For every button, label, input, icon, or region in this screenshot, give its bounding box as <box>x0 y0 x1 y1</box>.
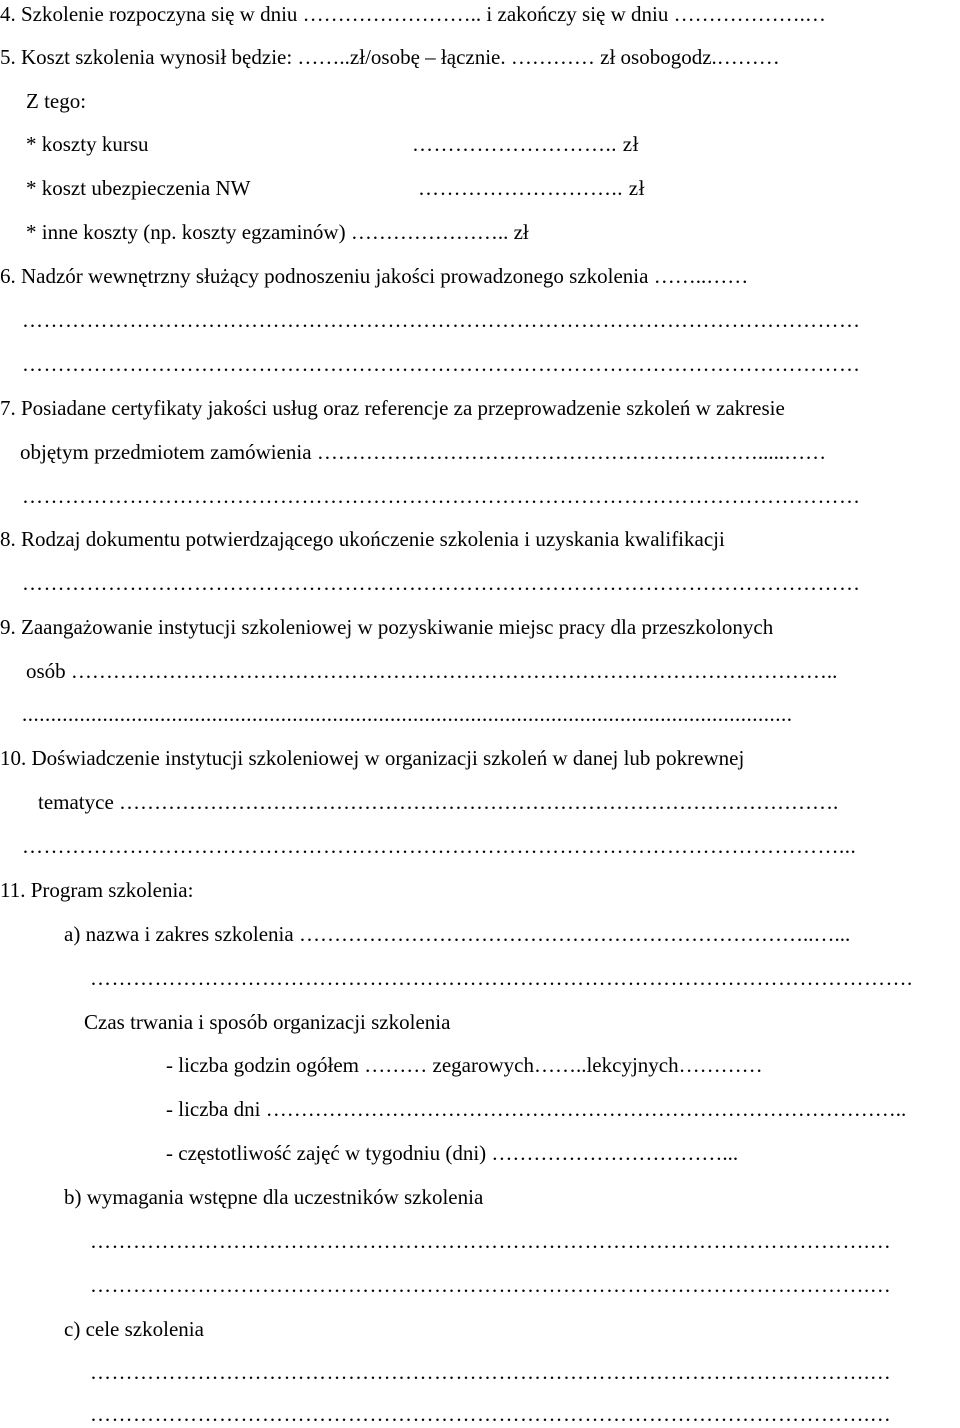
item-9-continuation: osób ……………………………………………………………………………………………….. <box>26 659 838 683</box>
days-line: - liczba dni ……………………………………………………………………………….. <box>166 1097 907 1121</box>
requirements-heading: b) wymagania wstępne dla uczestników szkolenia <box>64 1185 484 1209</box>
item-10-experience: 10. Doświadczenie instytucji szkoleniowej w organizacji szkoleń w danej lub pokrewnej <box>0 746 745 770</box>
item-9-engagement: 9. Zaangażowanie instytucji szkoleniowej w pozyskiwanie miejsc pracy dla przeszkolonych <box>0 615 774 639</box>
dotted-field[interactable]: ……………………………………………………………………………………………………… <box>22 571 861 595</box>
cost-breakdown-label: Z tego: <box>26 89 87 113</box>
course-cost-field[interactable]: ……………………….. zł <box>412 132 639 156</box>
item-11-program: 11. Program szkolenia: <box>0 878 194 902</box>
course-cost-label: * koszty kursu <box>26 132 149 156</box>
item-8-document-type: 8. Rodzaj dokumentu potwierdzającego ukończenie szkolenia i uzyskania kwalifikacji <box>0 527 725 551</box>
dotted-field[interactable]: ……………………………………………………………………………………………….… <box>90 1229 892 1253</box>
item-7-continuation: objętym przedmiotem zamówienia ……………………………………………………….....…… <box>20 440 827 464</box>
item-7-certificates: 7. Posiadane certyfikaty jakości usług oraz referencje za przeprowadzenie szkoleń w zakresie <box>0 396 785 420</box>
program-name-line: a) nazwa i zakres szkolenia ………………………………………………………………..…... <box>64 922 851 946</box>
frequency-line: - częstotliwość zajęć w tygodniu (dni) ……………………………... <box>166 1141 739 1165</box>
dotted-field[interactable]: ...................................................................................................................................... <box>22 702 793 726</box>
dotted-field[interactable]: ……………………………………………………………………………………………….… <box>90 1273 892 1297</box>
insurance-cost-label: * koszt ubezpieczenia NW <box>26 176 251 200</box>
item-6-supervision: 6. Nadzór wewnętrzny służący podnoszeniu jakości prowadzonego szkolenia ……..…… <box>0 264 749 288</box>
item-10-continuation: tematyce …………………………………………………………………………………………. <box>38 790 839 814</box>
item-4-dates: 4. Szkolenie rozpoczyna się w dniu …………………….. i zakończy się w dniu ……………….… <box>0 2 826 26</box>
goals-heading: c) cele szkolenia <box>64 1317 204 1341</box>
dotted-field[interactable]: ……………………………………………………………………………………………………… <box>22 308 861 332</box>
item-5-cost: 5. Koszt szkolenia wynosił będzie: ……..zł/osobę – łącznie. ………… zł osobogodz.……… <box>0 45 786 69</box>
hours-line: - liczba godzin ogółem ……… zegarowych……..lekcyjnych………… <box>166 1053 763 1077</box>
dotted-field[interactable]: ……………………………………………………………………………………………………. <box>90 966 913 990</box>
insurance-cost-field[interactable]: ……………………….. zł <box>418 176 645 200</box>
dotted-field[interactable]: ……………………………………………………………………………………………………... <box>22 834 857 858</box>
duration-heading: Czas trwania i sposób organizacji szkolenia <box>84 1010 451 1034</box>
dotted-field[interactable]: ……………………………………………………………………………………………….… <box>90 1402 892 1426</box>
other-costs-line: * inne koszty (np. koszty egzaminów) ………………….. zł <box>26 220 529 244</box>
dotted-field[interactable]: ……………………………………………………………………………………………………… <box>22 484 861 508</box>
dotted-field[interactable]: ……………………………………………………………………………………………………… <box>22 352 861 376</box>
dotted-field[interactable]: ……………………………………………………………………………………………….… <box>90 1360 892 1384</box>
